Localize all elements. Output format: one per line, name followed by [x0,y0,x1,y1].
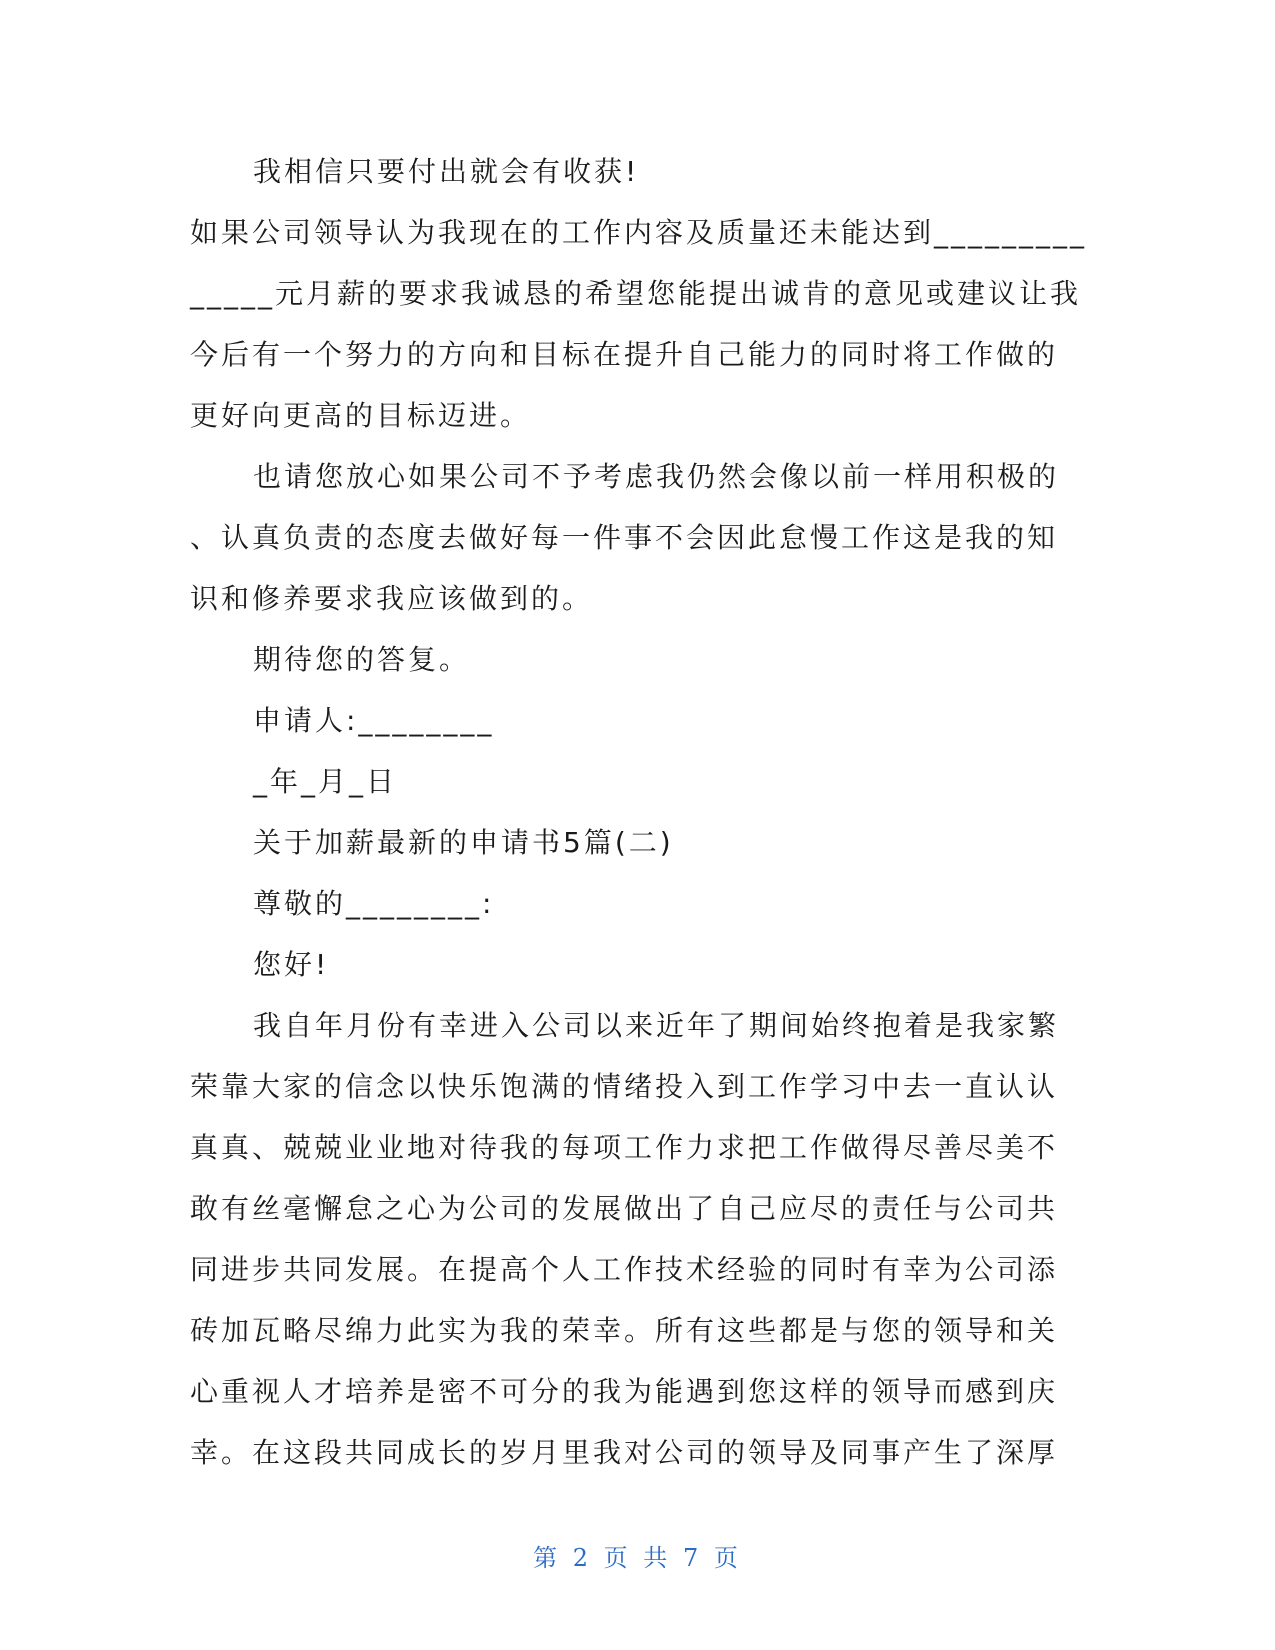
paragraph-line: 也请您放心如果公司不予考虑我仍然会像以前一样用积极的 [253,460,1060,493]
paragraph-line: _____元月薪的要求我诚恳的希望您能提出诚肯的意见或建议让我 [190,277,1082,310]
paragraph-line: 我自年月份有幸进入公司以来近年了期间始终抱着是我家繁 [253,1009,1060,1042]
paragraph-line: 识和修养要求我应该做到的。 [190,582,594,615]
paragraph-line: 、认真负责的态度去做好每一件事不会因此怠慢工作这是我的知 [190,521,1059,554]
document-body [190,141,1090,1483]
paragraph-line: 我相信只要付出就会有收获! [253,155,640,188]
paragraph-line: 砖加瓦略尽绵力此实为我的荣幸。所有这些都是与您的领导和关 [190,1314,1059,1347]
paragraph-line: 幸。在这段共同成长的岁月里我对公司的领导及同事产生了深厚 [190,1436,1059,1469]
closing-line: 期待您的答复。 [253,643,471,676]
paragraph-line: 心重视人才培养是密不可分的我为能遇到您这样的领导而感到庆 [190,1375,1059,1408]
paragraph-line: 真真、兢兢业业地对待我的每项工作力求把工作做得尽善尽美不 [190,1131,1059,1164]
paragraph-line: 今后有一个努力的方向和目标在提升自己能力的同时将工作做的 [190,338,1059,371]
paragraph-line: 荣靠大家的信念以快乐饱满的情绪投入到工作学习中去一直认认 [190,1070,1059,1103]
paragraph-line: 同进步共同发展。在提高个人工作技术经验的同时有幸为公司添 [190,1253,1059,1286]
paragraph-line: 更好向更高的目标迈进。 [190,399,532,432]
section-title: 关于加薪最新的申请书5篇(二) [253,826,674,859]
salutation-line: 尊敬的________: [253,887,495,920]
paragraph-line: 如果公司领导认为我现在的工作内容及质量还未能达到_________ [190,216,1088,249]
date-line: _年_月_日 [253,765,398,798]
greeting-line: 您好! [253,948,330,981]
paragraph-line: 敢有丝毫懈怠之心为公司的发展做出了自己应尽的责任与公司共 [190,1192,1059,1225]
applicant-line: 申请人:________ [253,704,495,737]
page-footer: 第 2 页 共 7 页 [533,1544,742,1572]
